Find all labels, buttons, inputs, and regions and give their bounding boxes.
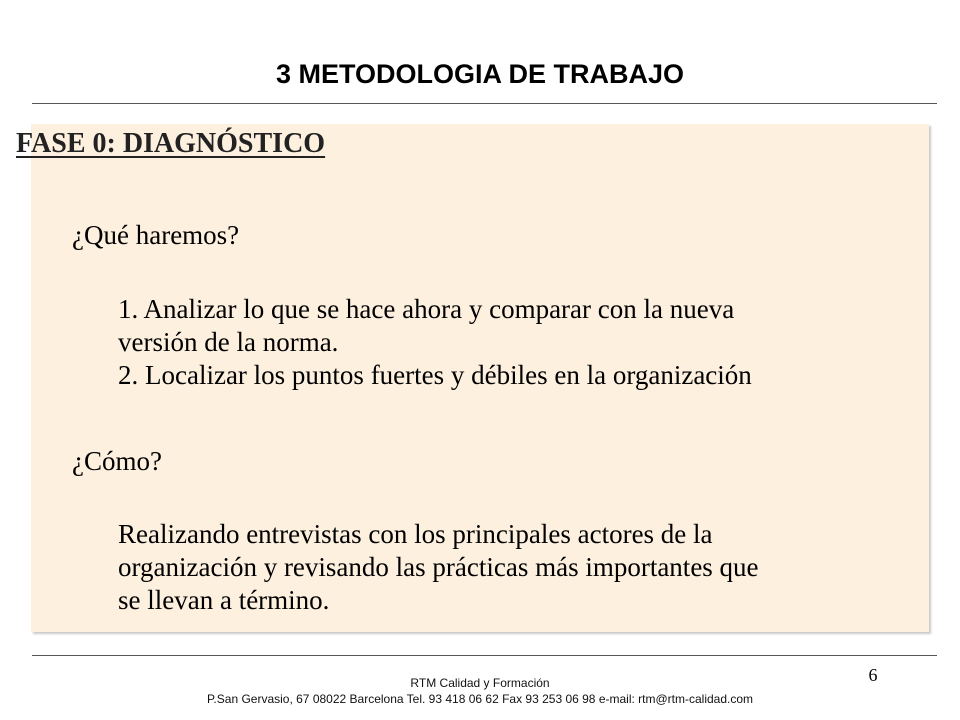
step-line: 1. Analizar lo que se hace ahora y comparar con la nueva: [118, 294, 735, 324]
footer-divider: [32, 655, 937, 656]
footer-company: RTM Calidad y Formación: [410, 676, 550, 690]
answer-line: organización y revisando las prácticas más importantes que: [118, 552, 759, 582]
steps-list: [118, 293, 752, 392]
page-number: 6: [868, 665, 878, 685]
footer-contact: P.San Gervasio, 67 08022 Barcelona Tel. 93 418 06 62 Fax 93 253 06 98 e-mail: rtm@rtm-calidad.com: [206, 692, 754, 706]
slide-title: 3 METODOLOGIA DE TRABAJO: [275, 59, 685, 89]
step-line: versión de la norma.: [118, 327, 339, 357]
answer-paragraph: [118, 518, 759, 617]
question-what: ¿Qué haremos?: [72, 220, 240, 250]
title-divider: [32, 103, 937, 104]
answer-line: se llevan a término.: [118, 585, 330, 615]
step-line: 2. Localizar los puntos fuertes y débiles en la organización: [118, 360, 752, 390]
answer-line: Realizando entrevistas con los principales actores de la: [118, 519, 713, 549]
phase-title: FASE 0: DIAGNÓSTICO: [16, 128, 326, 159]
question-how: ¿Cómo?: [72, 446, 162, 476]
